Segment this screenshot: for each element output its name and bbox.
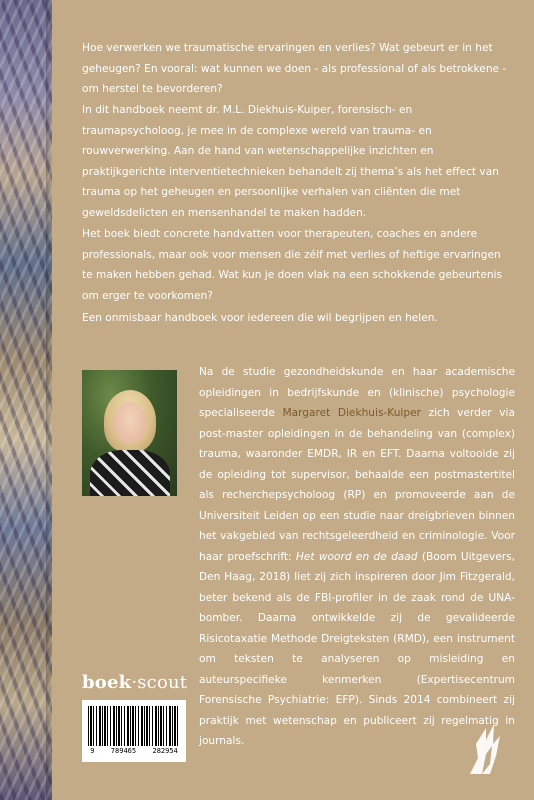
- barcode-group-2: 789465: [110, 747, 137, 755]
- barcode-group-3: 282954: [152, 747, 178, 755]
- barcode-group-1: 9: [90, 747, 95, 755]
- thesis-title: Het woord en de daad: [295, 550, 418, 563]
- author-name: Margaret Diekhuis-Kuiper: [282, 407, 421, 419]
- blurb-paragraph-2: In dit handboek neemt dr. M.L. Diekhuis-Kuiper, forensisch- en traumapsycholoog, je mee in de complexe wereld van trauma- en rouwverwerking. Aan de hand van wetenschappelijke inzichten en praktijkgerichte interventietechnieken behandelt zij thema’s als het effect van trauma op het geheugen en persoonlijke verhalen van cliënten die met geweldsdelicten en mensenhandel te maken hadden.: [82, 104, 499, 219]
- publisher-logo: [82, 672, 187, 693]
- blurb-paragraph-1: Hoe verwerken we traumatische ervaringen en verlies? Wat gebeurt er in het geheugen? En vooral: wat kunnen we doen - als professional of als betrokkene - om herstel te bevorderen?: [82, 42, 507, 95]
- leaf-flame-icon: [456, 714, 512, 778]
- barcode-numbers: [82, 747, 186, 755]
- publisher-logo-part2: scout: [137, 672, 188, 693]
- blurb-paragraph-4: Een onmisbaar handboek voor iedereen die wil begrijpen en helen.: [82, 312, 438, 324]
- author-photo: [82, 370, 177, 496]
- bio-intro: Na de studie gezondheidskunde en haar academische opleidingen in bedrijfskunde en (klinische) psychologie specialiseerde: [199, 366, 515, 419]
- isbn-barcode: [82, 700, 186, 762]
- bio-middle: zich verder via post-master opleidingen in de behandeling van (complex) trauma, waaronder EMDR, IR en EFT. Daarna voltooide zij de opleiding tot supervisor, behaalde een postmastertitel als recherchepsycholoog (RP) en promoveerde aan de Universiteit Leiden op een studie naar dreigbrieven binnen het vakgebied van rechtsgeleerdheid en criminologie. Voor haar proefschrift:: [199, 407, 515, 563]
- publisher-logo-separator: ·: [131, 672, 138, 693]
- barcode-bars: [88, 706, 180, 746]
- publisher-logo-part1: boek: [82, 672, 132, 693]
- spine-artwork: [0, 0, 52, 800]
- bio-outro: (Boom Uitgevers, Den Haag, 2018) liet zij zich inspireren door Jim Fitzgerald, beter bekend als de FBI-profiler in de zaak rond de UNA-bomber. Daarna ontwikkelde zij de gevalideerde Risicotaxatie Methode Dreigteksten (RMD), een instrument om teksten te analyseren op misleiding en auteurspecifieke kenmerken (Expertisecentrum Forensische Psychiatrie: EFP). Sinds 2014 combineert zij praktijk met wetenschap en publiceert zij regelmatig in journals.: [199, 550, 515, 747]
- author-bio: [199, 362, 515, 752]
- blurb-paragraph-3: Het boek biedt concrete handvatten voor therapeuten, coaches en andere professionals, maar ook voor mensen die zélf met verlies of heftige ervaringen te maken hebben gehad. Wat kun je doen vlak na een schokkende gebeurtenis om erger te voorkomen?: [82, 228, 503, 302]
